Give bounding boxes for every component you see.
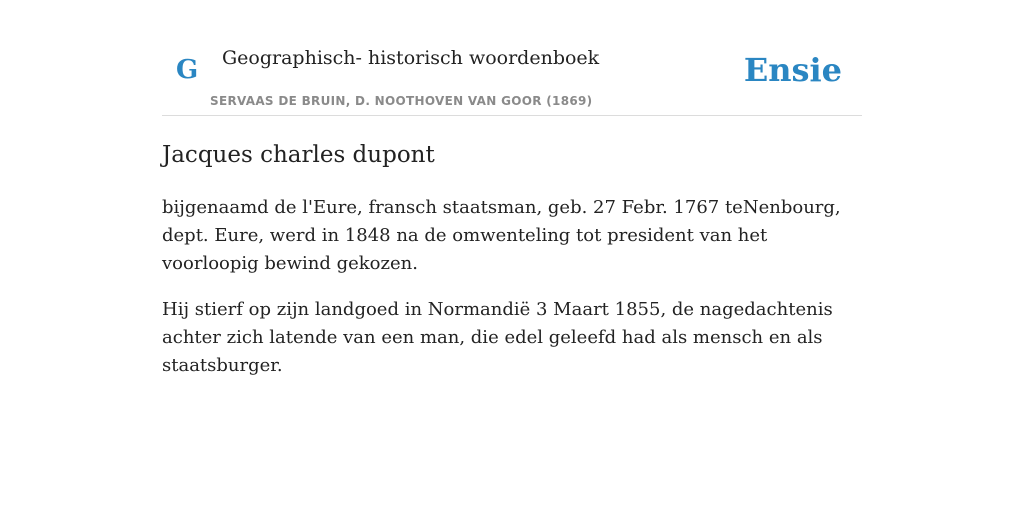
entry-content (162, 138, 862, 398)
entry-paragraph: bijgenaamd de l'Eure, fransch staatsman, geb. 27 Febr. 1767 teNenbourg, dept. Eure, werd in 1848 na de omwenteling tot president van het voorloopig bewind gekozen. (162, 197, 841, 274)
entry-paragraph: Hij stierf op zijn landgoed in Normandië 3 Maart 1855, de nagedachtenis achter zich latende van een man, die edel geleefd had als mensch en als staatsburger. (162, 299, 833, 376)
book-letter-icon[interactable]: G (176, 55, 199, 85)
book-title-link[interactable]: Geographisch- historisch woordenboek (222, 47, 600, 69)
book-header (162, 0, 862, 116)
entry-title: Jacques charles dupont (162, 142, 435, 168)
ensie-logo[interactable]: Ensie (743, 51, 842, 89)
book-authors-meta: SERVAAS DE BRUIN, D. NOOTHOVEN VAN GOOR (1869) (210, 94, 593, 108)
